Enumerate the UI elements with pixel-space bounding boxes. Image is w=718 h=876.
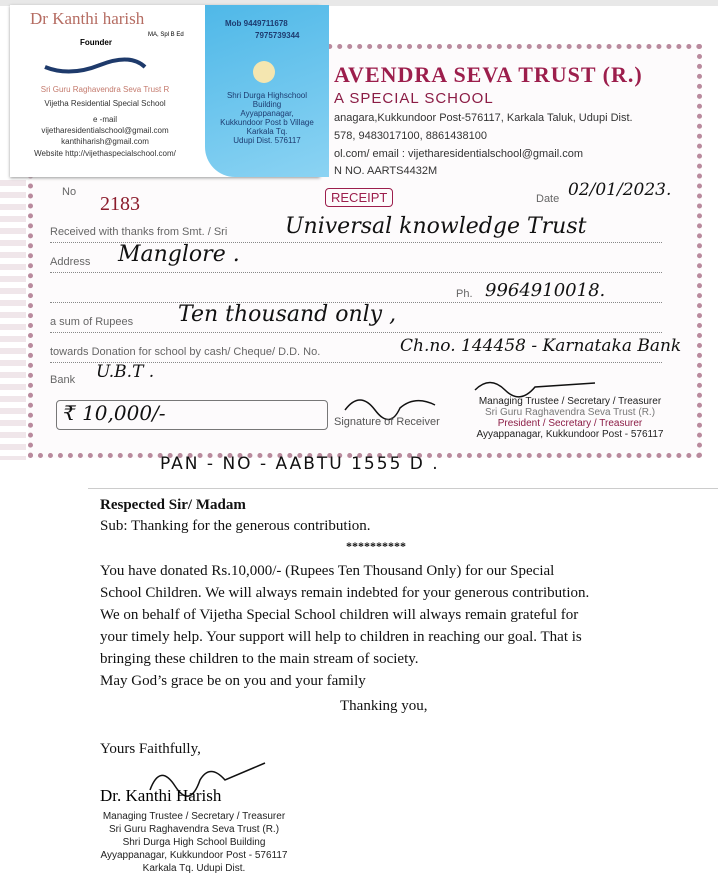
letter-signer: Dr. Kanthi Harish [100,786,222,805]
letter-sign-line: Shri Durga High School Building [122,837,266,848]
receipt-number: 2183 [100,193,140,215]
card-mob2: 7975739344 [255,31,300,40]
letter-stars: ********** [346,539,406,553]
card-address-line: Shri Durga Highschool [226,91,308,100]
letter-sign-line: Karkala Tq. Udupi Dist. [142,863,246,874]
card-mob1: 9449711678 [243,19,288,28]
card-address-line: Udupi Dist. 576117 [233,136,301,145]
bank-value: U.B.T . [96,362,155,382]
card-email1: vijetharesidentialschool@gmail.com [41,126,169,135]
address-label: Address [50,256,91,268]
card-name: Dr Kanthi harish [30,9,145,28]
sum-label: a sum of Rupees [50,316,134,328]
card-mob-label: Mob [225,19,242,28]
letter-line: School Children. We will always remain indebted for your generous contribution. [100,585,590,601]
amount-value: ₹ 10,000/- [63,401,166,425]
letter-line: We on behalf of Vijetha Special School children will always remain grateful for [100,607,579,623]
letter-closing: Yours Faithfully, [100,741,201,757]
card-school: Vijetha Residential Special School [44,99,166,108]
letter-subject: Sub: Thanking for the generous contribution. [100,518,371,534]
card-qualification: MA, Spl B Ed [148,32,184,38]
date-value: 02/01/2023. [568,180,672,200]
receipt-email: ol.com/ email : vijetharesidentialschool@gmail.com [334,148,583,160]
address-value: Manglore . [118,242,240,267]
from-label: Received with thanks from Smt. / Sri [50,226,228,238]
from-value: Universal knowledge Trust [285,214,587,239]
receipt-address: anagara,Kukkundoor Post-576117, Karkala Taluk, Udupi Dist. [334,112,633,124]
towards-label: towards Donation for school by cash/ Cheque/ D.D. No. [50,346,321,358]
card-org: Sri Guru Raghavendra Seva Trust R [40,85,170,94]
date-label: Date [536,193,560,205]
trust-name: AVENDRA SEVA TRUST (R.) [334,62,643,87]
card-role: Founder [80,38,112,47]
sign-line: Managing Trustee / Secretary / Treasurer [478,396,662,407]
letter-line: bringing these children to the main stream of society. [100,651,419,667]
letter-line: May God’s grace be on you and your family [100,673,366,689]
card-email-label: e -mail [92,115,117,124]
sign-line: Ayyappanagar, Kukkundoor Post - 576117 [476,429,664,440]
card-email2: kanthiharish@gmail.com [61,137,149,146]
letter-sign-line: Sri Guru Raghavendra Seva Trust (R.) [108,824,280,835]
card-address-line: Ayyappanagar, [240,109,294,118]
receiver-label: Signature of Receiver [334,416,440,428]
bank-label: Bank [50,374,76,386]
ph-value: 9964910018. [485,280,606,301]
logo-icon [253,61,275,83]
letter-sign-line: Managing Trustee / Secretary / Treasurer [102,811,286,822]
sign-line: Sri Guru Raghavendra Seva Trust (R.) [484,407,656,418]
amount-box [56,400,328,430]
ph-label: Ph. [456,288,473,300]
school-name: A SPECIAL SCHOOL [334,90,494,107]
receipt-title: RECEIPT [325,188,393,207]
letter-line: You have donated Rs.10,000/- (Rupees Ten Thousand Only) for our Special [100,563,555,579]
card-blue-panel [205,5,329,177]
page-edge [0,180,26,460]
cheque-value: Ch.no. 144458 - Karnataka Bank [400,336,682,356]
card-address-line: Kukkundoor Post b Village [220,118,314,127]
sign-line: President / Secretary / Treasurer [497,418,643,429]
letter-thanks: Thanking you, [340,698,428,714]
sum-value: Ten thousand only , [178,302,397,327]
pan-handwritten: PAN - NO - AABTU 1555 D . [160,454,440,474]
card-website: Website http://vijethaspecialschool.com/ [34,149,176,158]
letter-sign-line: Ayyappanagar, Kukkundoor Post - 576117 [100,850,288,861]
receipt-phones: 578, 9483017100, 8861438100 [334,130,487,142]
no-label: No [62,186,77,198]
card-address-line: Karkala Tq. [246,127,288,136]
receipt-pan: N NO. AARTS4432M [334,165,438,177]
letter-salutation: Respected Sir/ Madam [100,497,246,513]
card-address-line: Building [252,100,282,109]
wave-logo-icon [40,57,150,79]
letter-line: your timely help. Your support will help to children in reaching our goal. That is [100,629,582,645]
